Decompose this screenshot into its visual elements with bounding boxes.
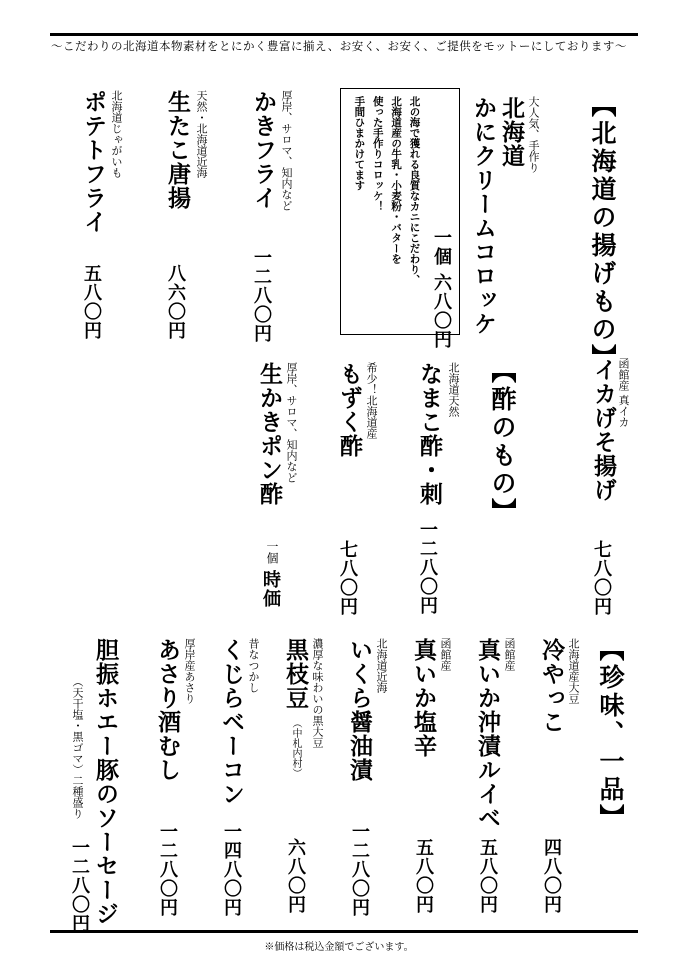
sausage-price: 一二八〇円 bbox=[69, 838, 90, 933]
shiokara-price: 五八〇円 bbox=[413, 838, 434, 914]
okizuke-name: 真いか沖漬ルイベ bbox=[474, 638, 501, 830]
kakiponzu-price-unit: 一個 bbox=[265, 540, 279, 564]
ikura-sub: 北海道近海 bbox=[375, 638, 388, 693]
kujira-sub: 昔なつかし bbox=[247, 638, 260, 693]
namako-name: なまこ酢・刺 bbox=[416, 362, 443, 506]
kujira-name: くじらベーコン bbox=[218, 638, 245, 806]
kani-description: 北の海で獲れる良質なカニにこだわり、 北海道産の牛乳・小麦粉・バターを 使った手作りコロッケ！ 手間ひまかけてます bbox=[353, 96, 421, 285]
mozuku-name: もずく酢 bbox=[336, 362, 363, 458]
bottom-rule bbox=[50, 930, 638, 933]
potato-name: ポテトフライ bbox=[80, 90, 107, 234]
namako-sub: 北海道天然 bbox=[447, 362, 460, 417]
namako-price: 一二八〇円 bbox=[417, 520, 438, 615]
hiyayakko-price: 四八〇円 bbox=[541, 838, 562, 914]
hiyayakko-name: 冷やっこ bbox=[538, 638, 565, 734]
kakiponzu-sub: 厚岸、サロマ、知内など bbox=[285, 362, 298, 483]
ika-price: 七八〇円 bbox=[591, 540, 612, 616]
okizuke-price: 五八〇円 bbox=[477, 838, 498, 914]
section-title-chinmi: 【珍味、一品】 bbox=[596, 636, 625, 832]
ika-name: イカげそ揚げ bbox=[590, 358, 617, 502]
top-rule bbox=[50, 33, 638, 36]
asari-name: あさり酒むし bbox=[154, 638, 181, 782]
kani-sub: 大人気、手作り bbox=[527, 96, 540, 173]
mozuku-price: 七八〇円 bbox=[337, 540, 358, 616]
ikura-price: 一二八〇円 bbox=[349, 822, 370, 917]
ika-sub: 函館産 真イカ bbox=[617, 358, 630, 428]
okizuke-sub: 函館産 bbox=[503, 638, 516, 671]
sausage-sub: （天干塩・黒ゴマ）二種盛り bbox=[71, 676, 84, 819]
hiyayakko-sub: 北海道産大豆 bbox=[567, 638, 580, 704]
kaki-fry-price: 一二八〇円 bbox=[251, 248, 272, 343]
tako-name: 生たこ唐揚 bbox=[164, 90, 191, 210]
potato-sub: 北海道じゃがいも bbox=[110, 90, 123, 178]
kaki-fry-sub: 厚岸、サロマ、知内など bbox=[280, 90, 293, 211]
kuroeda-price: 六八〇円 bbox=[285, 838, 306, 914]
shiokara-sub: 函館産 bbox=[439, 638, 452, 671]
kujira-price: 一四八〇円 bbox=[221, 822, 242, 917]
asari-price: 一二八〇円 bbox=[157, 822, 178, 917]
kani-name-1: 北海道 bbox=[498, 96, 525, 168]
shiokara-name: 真いか塩辛 bbox=[410, 638, 437, 758]
tako-price: 八六〇円 bbox=[165, 264, 186, 340]
price-footnote: ※価格は税込金額でございます。 bbox=[264, 942, 414, 953]
tako-sub: 天然・北海道近海 bbox=[195, 90, 208, 178]
kuroeda-sub: 濃厚な味わいの黒大豆 bbox=[311, 638, 324, 748]
potato-price: 五八〇円 bbox=[81, 264, 102, 340]
kuroeda-name: 黒枝豆 bbox=[282, 638, 309, 710]
section-title-sunomono: 【酢のもの】 bbox=[488, 358, 517, 526]
tagline: 〜こだわりの北海道本物素材をとにかく豊富に揃え、お安く、お安く、ご提供をモットーにしております〜 bbox=[51, 39, 627, 53]
kuroeda-note: （中札内村） bbox=[290, 718, 301, 778]
mozuku-sub: 希少！北海道産 bbox=[365, 362, 378, 439]
asari-sub: 厚岸産あさり bbox=[183, 638, 196, 704]
section-title-agemono: 【北海道の揚げもの】 bbox=[588, 92, 617, 372]
kakiponzu-name: 生かきポン酢 bbox=[256, 362, 283, 506]
kakiponzu-price: 時価 bbox=[260, 570, 281, 608]
sausage-name: 胆振ホエー豚のソーセージ bbox=[92, 638, 119, 926]
kani-price: 一個 六八〇円 bbox=[431, 228, 452, 350]
kaki-fry-name: かきフライ bbox=[250, 90, 277, 210]
ikura-name: いくら醤油漬 bbox=[346, 638, 373, 782]
kani-name-2: かにクリームコロッケ bbox=[470, 96, 497, 336]
